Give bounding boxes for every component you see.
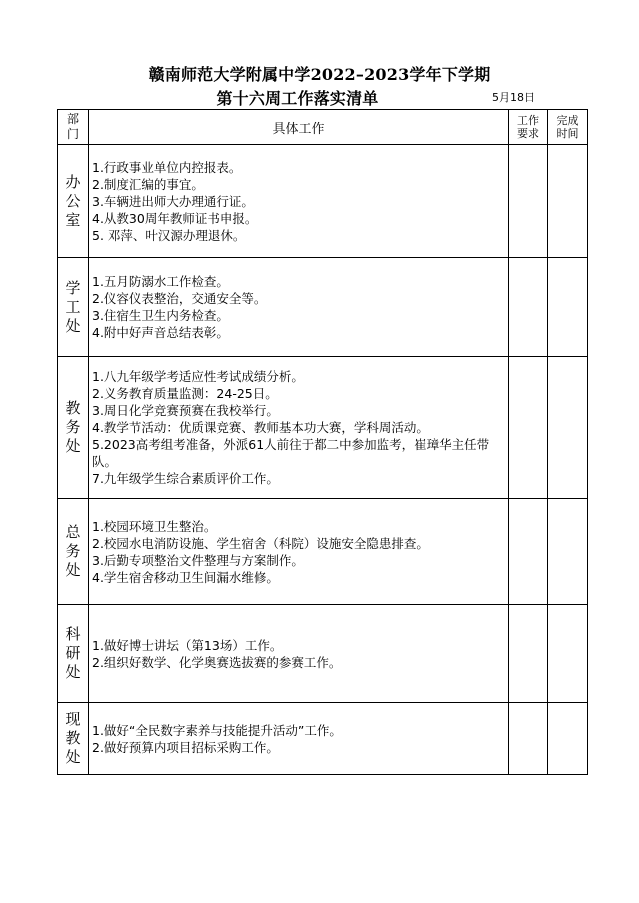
dept-char: 公 <box>65 191 81 210</box>
dept-header-char: 门 <box>66 127 79 141</box>
dept-char: 总 <box>65 523 81 541</box>
requirement-cell[interactable] <box>509 499 548 605</box>
document-subtitle: 第十六周工作落实清单 <box>216 89 379 108</box>
dept-char: 工 <box>65 297 81 316</box>
work-item: 3.周日化学竞赛预赛在我校举行。 <box>92 403 279 418</box>
dept-char: 学 <box>65 278 81 297</box>
dept-cell <box>58 605 89 703</box>
work-cell <box>89 499 509 605</box>
requirement-cell[interactable] <box>509 605 548 703</box>
work-cell <box>89 357 509 499</box>
completion-cell[interactable] <box>548 357 588 499</box>
work-cell <box>89 605 509 703</box>
dept-cell <box>58 499 89 605</box>
work-item: 3.车辆进出师大办理通行证。 <box>92 193 254 209</box>
completion-cell[interactable] <box>548 605 588 703</box>
work-item: 2.校园水电消防设施、学生宿舍（科院）设施安全隐患排查。 <box>92 535 429 551</box>
dept-char: 处 <box>65 561 81 579</box>
requirement-cell[interactable] <box>509 258 548 357</box>
work-item: 4.教学节活动：优质课竞赛、教师基本功大赛，学科周活动。 <box>92 420 429 435</box>
table-row <box>58 145 588 258</box>
done-header-line: 时间 <box>556 127 579 140</box>
table-header-row <box>58 110 588 145</box>
table-row <box>58 499 588 605</box>
work-item: 2.仪容仪表整治，交通安全等。 <box>92 291 267 306</box>
dept-char: 现 <box>65 710 81 728</box>
table-row <box>58 258 588 357</box>
dept-char: 务 <box>65 418 81 436</box>
dept-header-char: 部 <box>66 112 79 126</box>
requirement-cell[interactable] <box>509 145 548 258</box>
dept-char: 科 <box>65 625 81 643</box>
completion-cell[interactable] <box>548 145 588 258</box>
work-item: 4.学生宿舍移动卫生间漏水维修。 <box>92 569 279 585</box>
work-column-header: 具体工作 <box>89 110 509 145</box>
dept-char: 处 <box>65 316 81 335</box>
done-header-line: 完成 <box>556 114 579 127</box>
completion-cell[interactable] <box>548 703 588 775</box>
work-item: 1.八九年级学考适应性考试成绩分析。 <box>92 369 304 384</box>
work-item: 1.行政事业单位内控报表。 <box>92 159 242 175</box>
dept-cell <box>58 357 89 499</box>
dept-char: 办 <box>65 172 81 191</box>
completion-column-header <box>548 110 588 145</box>
work-item: 5.2023高考组考准备，外派61人前往于都二中参加监考，崔璋华主任带队。 <box>92 437 490 469</box>
dept-char: 研 <box>65 644 81 662</box>
dept-char: 室 <box>65 210 81 229</box>
work-item: 7.九年级学生综合素质评价工作。 <box>92 471 279 486</box>
date-label: 5月18日 <box>492 91 535 104</box>
dept-char: 教 <box>65 729 81 747</box>
dept-cell <box>58 703 89 775</box>
document-title: 赣南师范大学附属中学2022–2023学年下学期 <box>148 65 491 84</box>
work-item: 3.后勤专项整治文件整理与方案制作。 <box>92 552 304 568</box>
req-header-line: 工作 <box>517 114 539 127</box>
dept-column-header <box>58 110 89 145</box>
work-item: 2.制度汇编的事宜。 <box>92 176 204 192</box>
table-row <box>58 703 588 775</box>
dept-char: 处 <box>65 748 81 766</box>
req-header-line: 要求 <box>517 127 539 140</box>
dept-cell <box>58 258 89 357</box>
table-row <box>58 605 588 703</box>
work-checklist-table <box>57 109 588 775</box>
work-item: 1.做好博士讲坛（第13场）工作。 <box>92 637 283 653</box>
work-item: 1.做好“全民数字素养与技能提升活动”工作。 <box>92 722 342 738</box>
work-item: 1.校园环境卫生整治。 <box>92 518 217 534</box>
completion-cell[interactable] <box>548 258 588 357</box>
work-item: 1.五月防溺水工作检查。 <box>92 274 229 289</box>
dept-char: 处 <box>65 663 81 681</box>
work-cell <box>89 258 509 357</box>
work-cell <box>89 145 509 258</box>
requirement-cell[interactable] <box>509 357 548 499</box>
requirement-cell[interactable] <box>509 703 548 775</box>
dept-char: 处 <box>65 437 81 455</box>
requirement-column-header <box>509 110 548 145</box>
work-item: 2.组织好数学、化学奥赛选拔赛的参赛工作。 <box>92 654 342 670</box>
table-row <box>58 357 588 499</box>
dept-char: 教 <box>65 399 81 417</box>
work-item: 5. 邓萍、叶汉源办理退休。 <box>92 227 246 243</box>
work-item: 2.做好预算内项目招标采购工作。 <box>92 739 279 755</box>
work-cell <box>89 703 509 775</box>
work-item: 2.义务教育质量监测：24-25日。 <box>92 386 278 401</box>
work-item: 4.从教30周年教师证书申报。 <box>92 210 258 226</box>
dept-char: 务 <box>65 542 81 560</box>
work-item: 4.附中好声音总结表彰。 <box>92 325 229 340</box>
dept-cell <box>58 145 89 258</box>
work-item: 3.住宿生卫生内务检查。 <box>92 308 229 323</box>
completion-cell[interactable] <box>548 499 588 605</box>
